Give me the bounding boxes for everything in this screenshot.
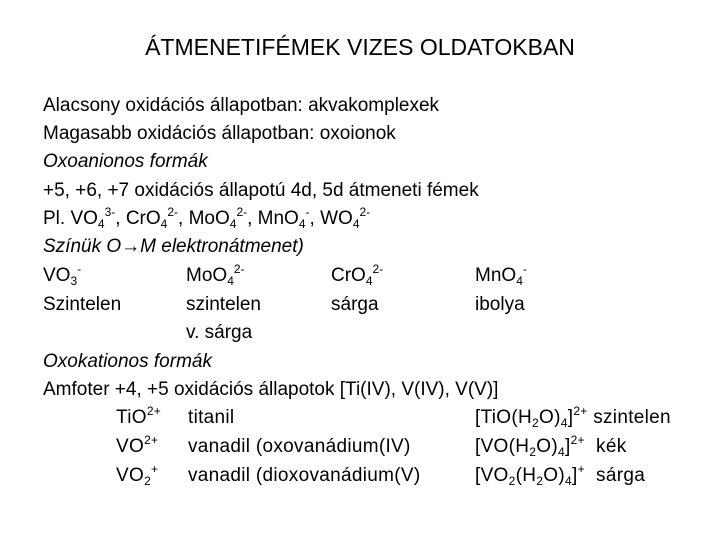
superscript: 2- [359, 205, 371, 219]
example-text: , CrO [115, 208, 161, 229]
subscript: 3 [70, 274, 78, 288]
ion-formula [331, 262, 384, 288]
oxocation-ion [116, 404, 162, 429]
page-title: ÁTMENETIFÉMEK VIZES OLDATOKBAN [145, 34, 575, 60]
subscript: 2 [508, 474, 516, 488]
superscript: 2+ [570, 433, 585, 447]
superscript: - [522, 262, 527, 276]
subscript: 2 [529, 445, 537, 459]
oxocation-ion [116, 462, 159, 488]
oxocation-complex [475, 462, 646, 488]
subscript: 4 [560, 416, 568, 430]
ion-base: CrO [331, 265, 366, 286]
complex-part: [TiO(H [475, 407, 533, 428]
superscript: - [305, 205, 310, 219]
ion-base: VO [116, 465, 145, 486]
oxocation-name: vanadil (oxovanádium(IV) [188, 436, 411, 457]
ion-formula [43, 262, 82, 288]
ion-base: MnO [475, 265, 517, 286]
example-text: , MnO [247, 208, 299, 229]
subscript: 4 [298, 217, 306, 231]
ion-formula [475, 262, 527, 288]
ion-color: Szintelen [43, 294, 122, 315]
ion-formula [186, 262, 245, 288]
superscript: 2- [236, 205, 248, 219]
subscript: 2 [144, 474, 152, 488]
text-line-oxidation-states: +5, +6, +7 oxidációs állapotú 4d, 5d átmeneti fémek [43, 180, 479, 201]
complex-color: szintelen [593, 407, 671, 428]
superscript: 2+ [144, 433, 159, 447]
subscript: 4 [516, 274, 523, 288]
complex-color: kék [596, 436, 627, 457]
heading-oxocation-forms: Oxokationos formák [43, 351, 212, 372]
complex-part: [VO [475, 465, 509, 486]
text-line-amphoteric: Amfoter +4, +5 oxidációs állapotok [Ti(IV), V(IV), V(V)] [43, 379, 499, 400]
ion-base: TiO [116, 407, 147, 428]
subscript: 4 [229, 217, 237, 231]
subscript: 4 [97, 217, 105, 231]
superscript: 2- [372, 262, 384, 276]
heading-oxoanion-forms: Oxoanionos formák [43, 151, 208, 172]
subscript: 4 [352, 217, 360, 231]
complex-part: O) [536, 436, 558, 457]
subscript: 4 [564, 474, 572, 488]
text-line-charge-transfer: Színük O→M elektronátmenet) [43, 236, 304, 257]
subscript: 4 [227, 274, 234, 288]
complex-part: O) [543, 465, 565, 486]
oxocation-complex [475, 404, 671, 430]
ion-color-alt: v. sárga [186, 322, 253, 343]
ion-base: VO [116, 436, 145, 457]
superscript: + [151, 462, 159, 476]
superscript: 2+ [146, 404, 162, 418]
subscript: 4 [557, 445, 565, 459]
superscript: - [77, 262, 82, 276]
complex-part: (H [515, 465, 537, 486]
ion-color: sárga [331, 294, 379, 315]
oxocation-name: vanadil (dioxovanádium(V) [188, 465, 421, 486]
ion-base: VO [43, 265, 71, 286]
example-text: , MoO [178, 208, 230, 229]
subscript: 4 [160, 217, 168, 231]
example-prefix: Pl. VO [43, 208, 98, 229]
text-line-aqua-complexes: Alacsony oxidációs állapotban: akvakomplexek [43, 95, 440, 116]
text-line-examples [43, 205, 371, 231]
ion-color: ibolya [475, 294, 525, 315]
superscript: 2+ [573, 404, 588, 418]
complex-part: ] [567, 407, 574, 428]
superscript: 2- [167, 205, 179, 219]
complex-part: [VO(H [475, 436, 530, 457]
subscript: 2 [532, 416, 540, 430]
text-line-oxo-ions: Magasabb oxidációs állapotban: oxoionok [43, 123, 396, 144]
superscript: + [577, 462, 585, 476]
subscript: 2 [536, 474, 544, 488]
complex-part: O) [539, 407, 561, 428]
example-text: , WO [309, 208, 353, 229]
complex-part: ] [564, 436, 571, 457]
ion-color: szintelen [186, 294, 261, 315]
subscript: 4 [365, 274, 373, 288]
superscript: 2- [233, 262, 245, 276]
complex-color: sárga [596, 465, 646, 486]
oxocation-complex [475, 433, 627, 459]
oxocation-ion [116, 433, 159, 458]
superscript: 3- [104, 205, 116, 219]
complex-part: ] [571, 465, 578, 486]
oxocation-name: titanil [188, 407, 235, 428]
ion-base: MoO [186, 265, 228, 286]
